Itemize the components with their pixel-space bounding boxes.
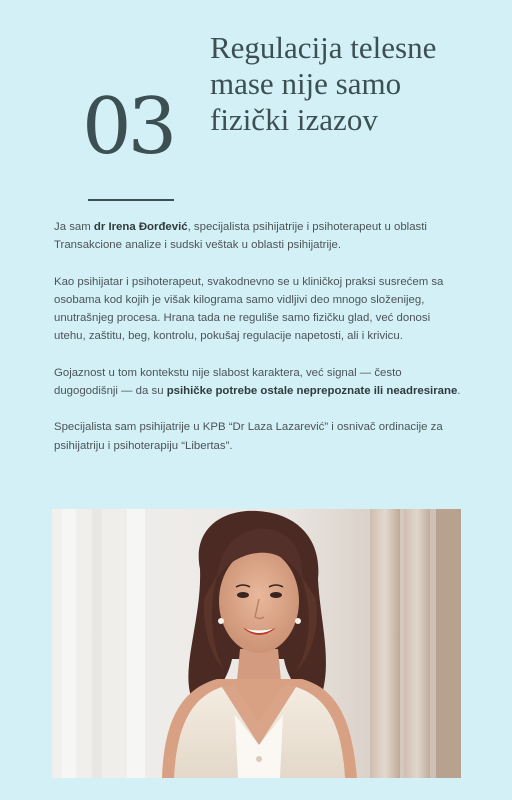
doctor-name: dr Irena Đorđević	[93, 221, 188, 233]
intro-before: Ja sam	[54, 221, 94, 233]
doctor-portrait-photo	[52, 509, 461, 778]
section-header	[0, 0, 512, 210]
intro-paragraph	[54, 218, 464, 255]
bio-text	[54, 218, 464, 473]
credentials-paragraph: Specijalista sam psihijatrije u KPB “Dr Laza Lazarević” i osnivač ordinacije za psihijatriju i psihoterapiju “Libertas”.	[54, 421, 443, 452]
section-title: Regulacija telesne mase nije samo fizički izazov	[210, 30, 437, 137]
practice-paragraph: Kao psihijatar i psihoterapeut, svakodnevno se u kliničkoj praksi susrećem sa osobama kod kojih je višak kilograma samo vidljivi deo mnogo složenijeg, unutrašnjeg procesa. Hrana tada ne reguliše samo fizičku glad, već donosi utehu, zaštitu, beg, kontrolu, pokušaj regulacije napetosti, ali i krivicu.	[54, 275, 444, 343]
section-number: 03	[82, 82, 174, 172]
intro-after: , specijalista psihijatrije i psihoterapeut u oblasti Transakcione analize i sudski veštak u oblasti psihijatrije.	[54, 221, 427, 252]
obesity-before: Gojaznost u tom kontekstu nije slabost karaktera, već signal — često dugogodišnji — da su	[54, 366, 402, 398]
obesity-paragraph	[54, 364, 464, 401]
obesity-after: .	[457, 385, 461, 398]
obesity-emphasis: psihičke potrebe ostale neprepoznate ili neadresirane	[166, 385, 458, 398]
section-divider	[88, 199, 174, 201]
